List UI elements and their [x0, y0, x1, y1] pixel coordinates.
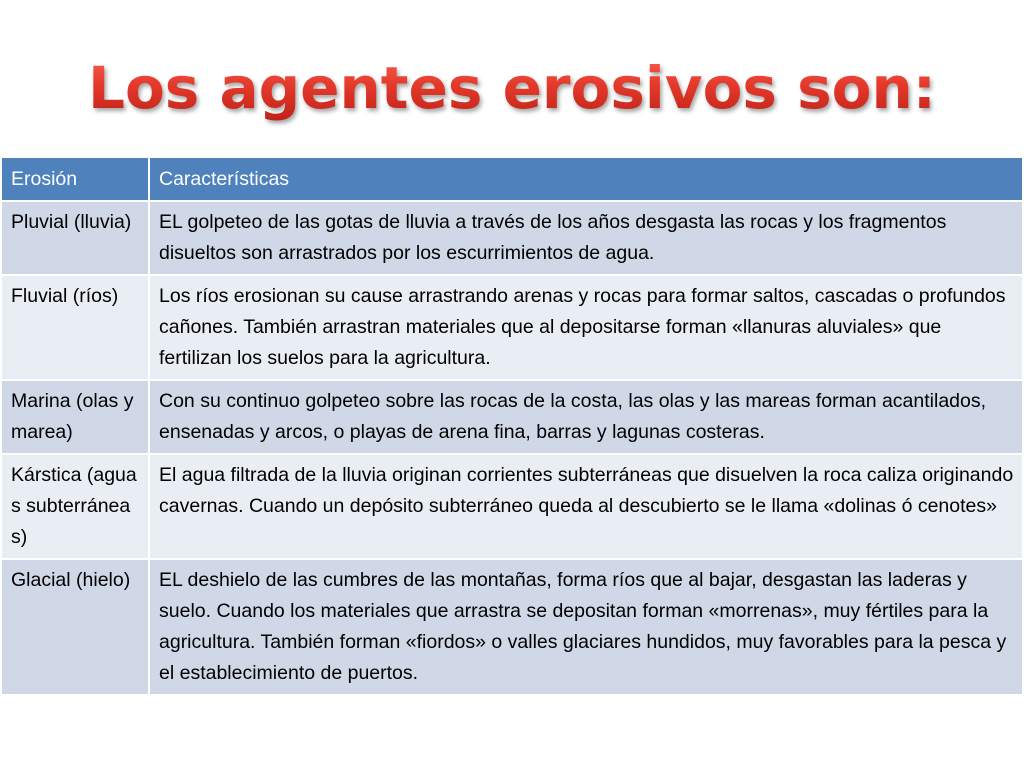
erosion-type: Pluvial (lluvia) — [2, 201, 149, 275]
slide-title: Los agentes erosivos son: — [0, 48, 1024, 128]
erosion-characteristics: Con su continuo golpeteo sobre las rocas de la costa, las olas y las mareas forman acantilados, ensenadas y arcos, o playas de arena fina, barras y lagunas costeras. — [149, 380, 1023, 454]
erosion-characteristics: Los ríos erosionan su cause arrastrando arenas y rocas para formar saltos, cascadas o profundos cañones. También arrastran materiales que al depositarse forman «llanuras aluviales» que fertilizan los suelos para la agricultura. — [149, 275, 1023, 380]
erosion-type: Marina (olas y marea) — [2, 380, 149, 454]
table-row — [2, 454, 1023, 559]
table-row — [2, 380, 1023, 454]
header-erosion: Erosión — [2, 158, 149, 201]
table-row — [2, 275, 1023, 380]
table-row — [2, 201, 1023, 275]
table-row — [2, 559, 1023, 695]
erosion-characteristics: EL golpeteo de las gotas de lluvia a través de los años desgasta las rocas y los fragmentos disueltos son arrastrados por los escurrimientos de agua. — [149, 201, 1023, 275]
erosion-characteristics: El agua filtrada de la lluvia originan corrientes subterráneas que disuelven la roca caliza originando cavernas. Cuando un depósito subterráneo queda al descubierto se le llama «dolinas ó cenotes» — [149, 454, 1023, 559]
erosion-table — [2, 158, 1024, 696]
erosion-type: Glacial (hielo) — [2, 559, 149, 695]
erosion-type: Kárstica (aguas subterráneas) — [2, 454, 149, 559]
erosion-characteristics: EL deshielo de las cumbres de las montañas, forma ríos que al bajar, desgastan las laderas y suelo. Cuando los materiales que arrastra se depositan forman «morrenas», muy fértiles para la agricultura. También forman «fiordos» o valles glaciares hundidos, muy favorables para la pesca y el establecimiento de puertos. — [149, 559, 1023, 695]
erosion-type: Fluvial (ríos) — [2, 275, 149, 380]
table-header-row — [2, 158, 1023, 201]
header-characteristics: Características — [149, 158, 1023, 201]
